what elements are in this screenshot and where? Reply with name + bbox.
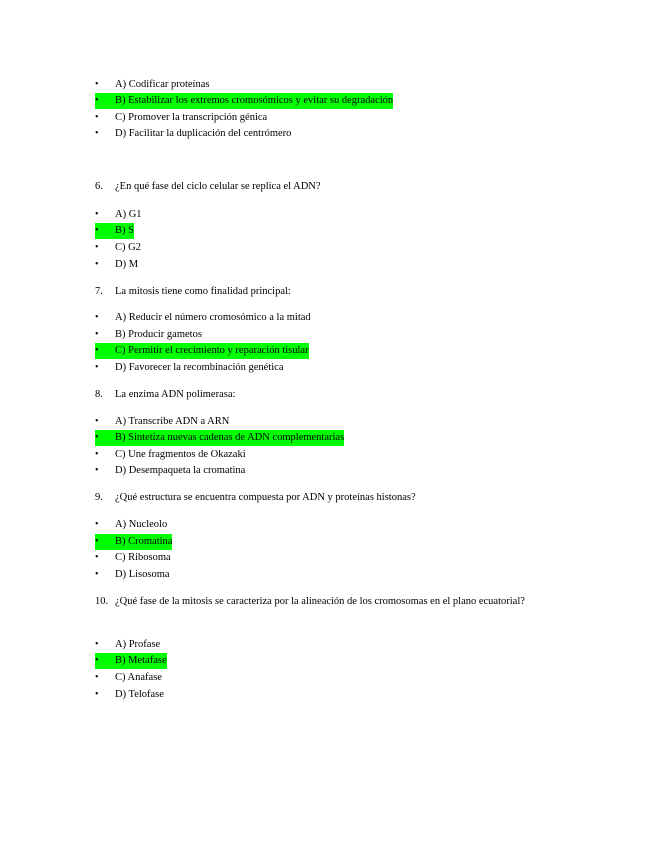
bullet-icon: • <box>95 79 99 90</box>
option-label: C) Anafase <box>115 672 162 683</box>
option-label-highlighted: B) Cromatina <box>95 534 172 550</box>
option-label: A) Profase <box>115 639 161 650</box>
question-6 <box>0 179 655 195</box>
bullet-icon: • <box>95 259 99 270</box>
bullet-icon: • <box>95 536 99 547</box>
bullet-icon: • <box>95 552 99 563</box>
question-number: 7. <box>95 286 103 297</box>
bullet-icon: • <box>95 655 99 666</box>
question-number: 8. <box>95 389 103 400</box>
option-label: D) Facilitar la duplicación del centrómero <box>115 128 292 139</box>
bullet-icon: • <box>95 519 99 530</box>
bullet-icon: • <box>95 639 99 650</box>
bullet-icon: • <box>95 112 99 123</box>
option-label: A) Reducir el número cromosómico a la mitad <box>115 312 311 323</box>
bullet-icon: • <box>95 95 99 106</box>
bullet-icon: • <box>95 465 99 476</box>
bullet-icon: • <box>95 362 99 373</box>
question-10 <box>0 594 655 626</box>
option-label-highlighted: C) Permitir el crecimiento y reparación tisular <box>95 343 309 359</box>
question-number: 9. <box>95 492 103 503</box>
question-text: ¿En qué fase del ciclo celular se replica el ADN? <box>115 181 321 192</box>
option-label: D) Telofase <box>115 689 164 700</box>
question-text: La enzima ADN polimerasa: <box>115 389 236 400</box>
bullet-icon: • <box>95 329 99 340</box>
option-label: C) G2 <box>115 242 141 253</box>
bullet-icon: • <box>95 242 99 253</box>
option-label: D) Favorecer la recombinación genética <box>115 362 284 373</box>
option-label-highlighted: B) Sintetiza nuevas cadenas de ADN complementarias <box>95 430 344 446</box>
option-label: D) M <box>115 259 139 270</box>
option-label: C) Ribosoma <box>115 552 171 563</box>
option-label: B) Producir gametos <box>115 329 202 340</box>
question-number: 6. <box>95 181 103 192</box>
option-label: A) Transcribe ADN a ARN <box>115 416 230 427</box>
question-8 <box>0 387 655 403</box>
option-label: A) Nucleolo <box>115 519 168 530</box>
question-text: ¿Qué fase de la mitosis se caracteriza por la alineación de los cromosomas en el plano ecuatorial? <box>115 596 525 607</box>
option-label: A) G1 <box>115 209 142 220</box>
bullet-icon: • <box>95 209 99 220</box>
question-7 <box>0 284 655 300</box>
option-label: A) Codificar proteínas <box>115 79 210 90</box>
option-label: C) Promover la transcripción génica <box>115 112 268 123</box>
question-text: ¿Qué estructura se encuentra compuesta por ADN y proteínas histonas? <box>115 492 416 503</box>
bullet-icon: • <box>95 569 99 580</box>
bullet-icon: • <box>95 432 99 443</box>
option-label-highlighted: B) Estabilizar los extremos cromosómicos y evitar su degradación <box>95 93 393 109</box>
option-label-highlighted: B) Metafase <box>95 653 167 669</box>
question-number: 10. <box>95 596 109 607</box>
option-label: C) Une fragmentos de Okazaki <box>115 449 246 460</box>
bullet-icon: • <box>95 312 99 323</box>
question-9 <box>0 490 655 506</box>
bullet-icon: • <box>95 449 99 460</box>
option-label: D) Desempaqueta la cromatina <box>115 465 246 476</box>
bullet-icon: • <box>95 225 99 236</box>
bullet-icon: • <box>95 128 99 139</box>
bullet-icon: • <box>95 345 99 356</box>
bullet-icon: • <box>95 672 99 683</box>
option-label: D) Lisosoma <box>115 569 170 580</box>
option-label-highlighted: B) S <box>95 223 134 239</box>
bullet-icon: • <box>95 689 99 700</box>
question-text: La mitosis tiene como finalidad principal: <box>115 286 291 297</box>
bullet-icon: • <box>95 416 99 427</box>
